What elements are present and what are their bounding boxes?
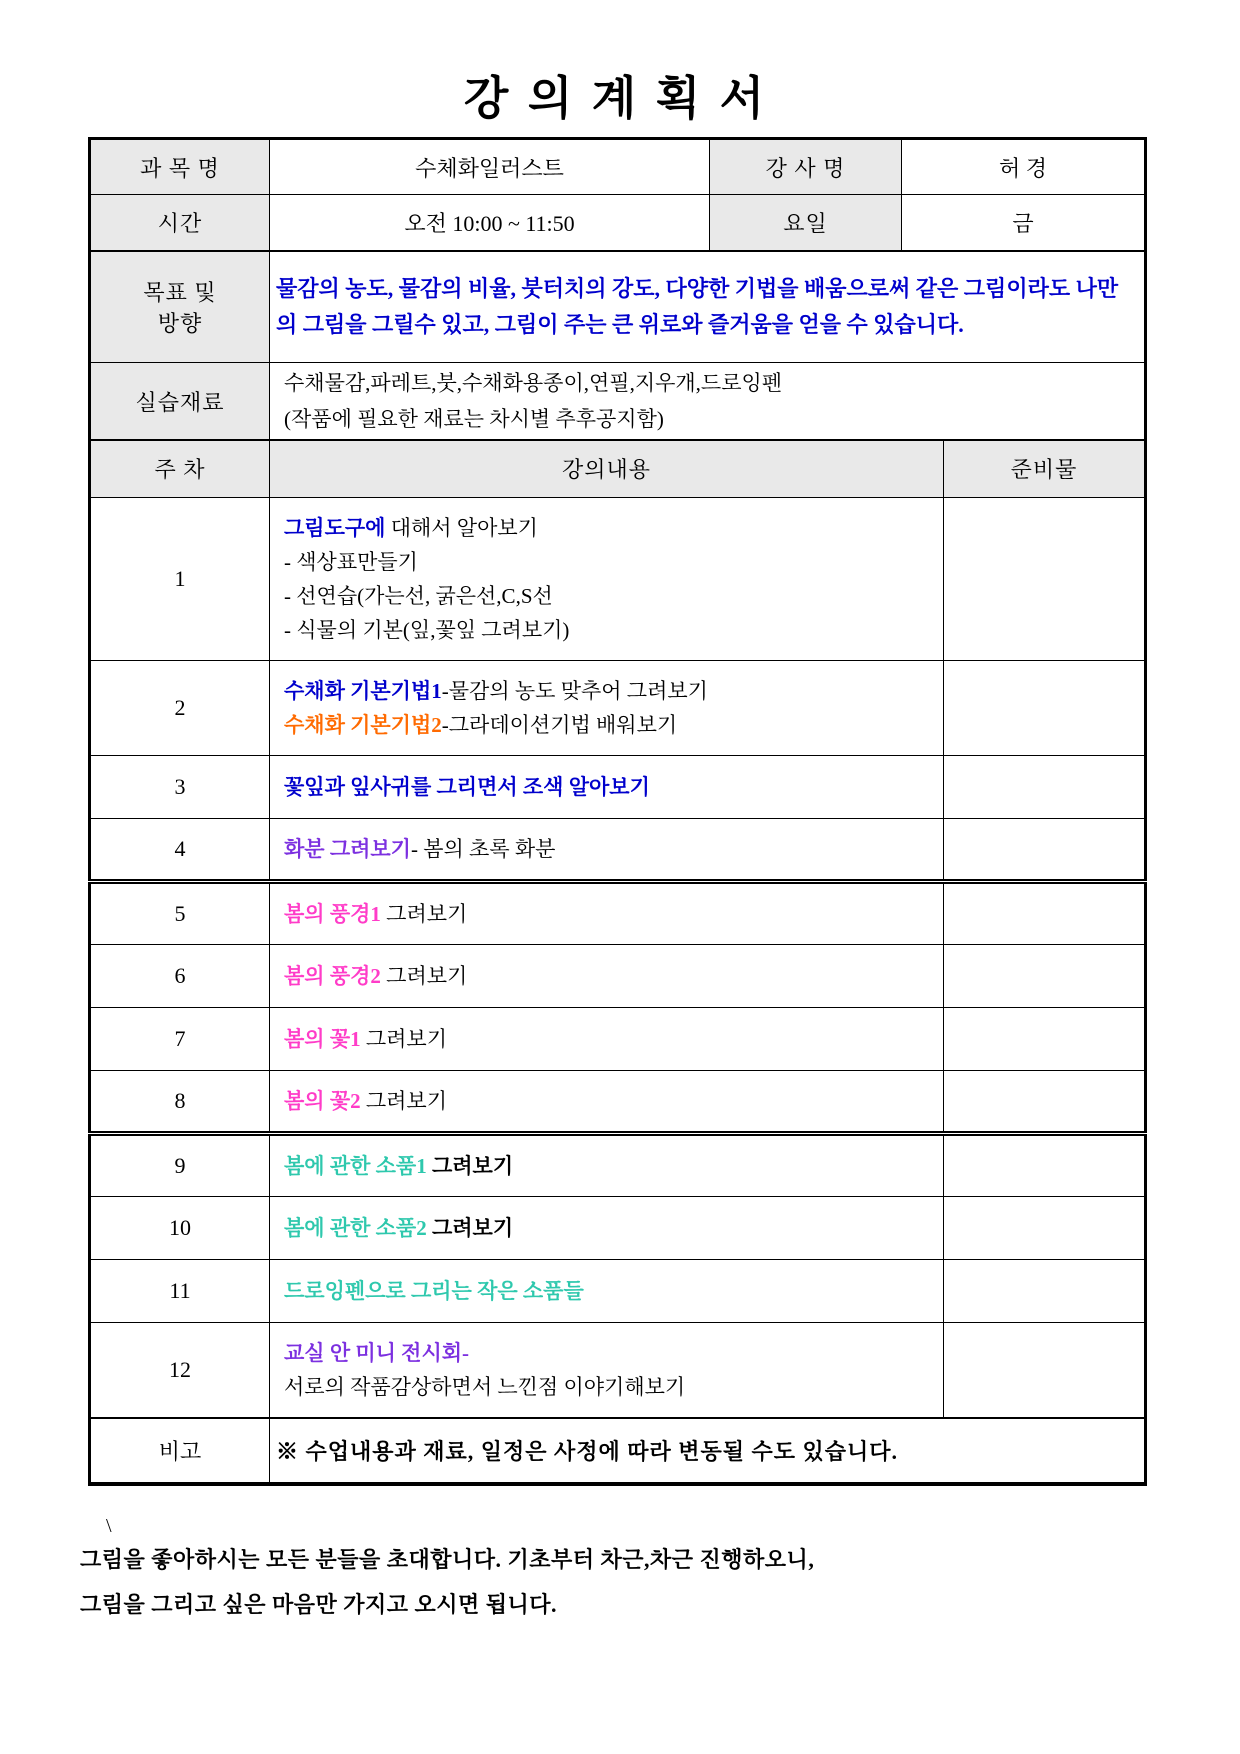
schedule-row-week-12	[90, 1322, 1146, 1418]
day-value: 금	[902, 195, 1146, 251]
content-segment: 봄의 풍경2	[284, 963, 381, 988]
content-segment: 그려보기	[380, 963, 468, 988]
content-segment: 화분 그려보기	[284, 836, 411, 861]
content-segment: 그려보기	[380, 901, 468, 926]
note-text: ※ 수업내용과 재료, 일정은 사정에 따라 변동될 수도 있습니다.	[270, 1418, 1146, 1484]
content-segment: - 색상표만들기	[284, 549, 418, 574]
content-segment: 봄의 풍경1	[284, 901, 381, 926]
schedule-row-week-8	[90, 1070, 1146, 1133]
content-segment: 봄의 꽃1	[284, 1026, 361, 1051]
subject-row	[90, 139, 1146, 195]
content-segment: 봄에 관한 소품2	[284, 1215, 427, 1240]
lecture-content	[270, 1322, 944, 1418]
content-segment: 그려보기	[426, 1215, 514, 1240]
content-line	[284, 1274, 937, 1308]
content-line	[284, 959, 937, 993]
content-line	[284, 674, 937, 708]
page-title: 강 의 계 획 서	[463, 73, 769, 124]
footer-line-2: 그림을 그리고 싶은 마음만 가지고 오시면 됩니다.	[80, 1592, 558, 1617]
materials-line-2: (작품에 필요한 재료는 차시별 추후공지함)	[284, 407, 664, 431]
schedule-row-week-4	[90, 818, 1146, 881]
supplies-cell	[944, 1259, 1146, 1322]
instructor-value: 허 경	[902, 139, 1146, 195]
content-segment: - 식물의 기본(잎,꽃잎 그려보기)	[284, 617, 570, 642]
supplies-cell	[944, 818, 1146, 881]
content-segment: - 봄의 초록 화분	[410, 836, 556, 861]
materials-line-1: 수채물감,파레트,붓,수채화용종이,연필,지우개,드로잉펜	[284, 371, 783, 395]
content-line	[284, 897, 937, 931]
content-line	[284, 579, 937, 613]
week-number: 9	[90, 1133, 270, 1196]
supplies-cell	[944, 944, 1146, 1007]
info-section	[90, 139, 1146, 498]
supplies-cell	[944, 1070, 1146, 1133]
content-line	[284, 1022, 937, 1056]
materials-text	[270, 363, 1146, 441]
lecture-content	[270, 1196, 944, 1259]
week-number: 6	[90, 944, 270, 1007]
content-line	[284, 1336, 937, 1370]
week-number: 8	[90, 1070, 270, 1133]
supplies-cell	[944, 1007, 1146, 1070]
lecture-plan-table	[88, 137, 1147, 1486]
content-line	[284, 708, 937, 742]
subject-label: 과 목 명	[90, 139, 270, 195]
goal-text: 물감의 농도, 물감의 비율, 붓터치의 강도, 다양한 기법을 배움으로써 같은 그림이라도 나만의 그림을 그릴수 있고, 그림이 주는 큰 위로와 즐거움을 얻을 수 있습니다.	[270, 251, 1146, 363]
content-segment: 대해서 알아보기	[385, 515, 538, 540]
instructor-label: 강 사 명	[710, 139, 902, 195]
content-segment: 꽃잎과 잎사귀를 그리면서 조색 알아보기	[284, 774, 650, 799]
goal-label: 목표 및 방향	[90, 251, 270, 363]
content-line	[284, 511, 937, 545]
lecture-content	[270, 944, 944, 1007]
week-number: 4	[90, 818, 270, 881]
lecture-content	[270, 1007, 944, 1070]
content-segment: -물감의 농도 맞추어 그려보기	[441, 678, 708, 703]
lecture-content	[270, 1133, 944, 1196]
content-segment: 그려보기	[426, 1153, 514, 1178]
materials-label: 실습재료	[90, 363, 270, 441]
materials-row	[90, 363, 1146, 441]
schedule-row-week-10	[90, 1196, 1146, 1259]
supplies-cell	[944, 1133, 1146, 1196]
note-section	[90, 1418, 1146, 1484]
schedule-row-week-3	[90, 755, 1146, 818]
week-number: 10	[90, 1196, 270, 1259]
lecture-content	[270, 818, 944, 881]
content-line	[284, 613, 937, 647]
content-column-header: 강의내용	[270, 440, 944, 497]
week-number: 2	[90, 660, 270, 755]
schedule-header-row	[90, 440, 1146, 497]
lecture-content	[270, 1070, 944, 1133]
lecture-content	[270, 755, 944, 818]
week-number: 5	[90, 881, 270, 944]
content-segment: 그려보기	[360, 1088, 448, 1113]
supplies-cell	[944, 660, 1146, 755]
schedule-row-week-9	[90, 1133, 1146, 1196]
content-segment: 드로잉펜으로 그리는 작은 소품들	[284, 1278, 584, 1303]
content-line	[284, 545, 937, 579]
schedule-row-week-6	[90, 944, 1146, 1007]
day-label: 요일	[710, 195, 902, 251]
content-line	[284, 1370, 937, 1404]
content-segment: 봄에 관한 소품1	[284, 1153, 427, 1178]
week-number: 11	[90, 1259, 270, 1322]
note-label: 비고	[90, 1418, 270, 1484]
content-segment: 교실 안 미니 전시회-	[284, 1340, 470, 1365]
goal-row	[90, 251, 1146, 363]
content-segment: 그림도구에	[284, 515, 386, 540]
week-number: 12	[90, 1322, 270, 1418]
supplies-column-header: 준비물	[944, 440, 1146, 497]
week-number: 3	[90, 755, 270, 818]
footer-mark: \	[106, 1515, 112, 1537]
time-value: 오전 10:00 ~ 11:50	[270, 195, 710, 251]
time-label: 시간	[90, 195, 270, 251]
content-segment: 수채화 기본기법2	[284, 712, 442, 737]
content-line	[284, 1149, 937, 1183]
content-line	[284, 770, 937, 804]
week-number: 7	[90, 1007, 270, 1070]
content-segment: 서로의 작품감상하면서 느낀점 이야기해보기	[284, 1374, 686, 1399]
supplies-cell	[944, 1196, 1146, 1259]
content-line	[284, 832, 937, 866]
content-line	[284, 1211, 937, 1245]
schedule-row-week-2	[90, 660, 1146, 755]
lecture-content	[270, 497, 944, 660]
supplies-cell	[944, 497, 1146, 660]
supplies-cell	[944, 881, 1146, 944]
schedule-row-week-5	[90, 881, 1146, 944]
schedule-row-week-7	[90, 1007, 1146, 1070]
schedule-row-week-1	[90, 497, 1146, 660]
footer	[80, 1515, 1160, 1627]
content-segment: 수채화 기본기법1	[284, 678, 442, 703]
subject-value: 수체화일러스트	[270, 139, 710, 195]
lecture-content	[270, 1259, 944, 1322]
week-column-header: 주 차	[90, 440, 270, 497]
content-segment: -그라데이션기법 배워보기	[441, 712, 678, 737]
lecture-content	[270, 660, 944, 755]
lecture-content	[270, 881, 944, 944]
content-segment: 봄의 꽃2	[284, 1088, 361, 1113]
footer-line-1: 그림을 좋아하시는 모든 분들을 초대합니다. 기초부터 차근,차근 진행하오니,	[80, 1547, 815, 1572]
note-row	[90, 1418, 1146, 1484]
schedule-body	[90, 497, 1146, 1418]
schedule-row-week-11	[90, 1259, 1146, 1322]
supplies-cell	[944, 755, 1146, 818]
content-segment: 그려보기	[360, 1026, 448, 1051]
content-segment: - 선연습(가는선, 굵은선,C,S선	[284, 583, 553, 608]
content-line	[284, 1084, 937, 1118]
supplies-cell	[944, 1322, 1146, 1418]
time-row	[90, 195, 1146, 251]
week-number: 1	[90, 497, 270, 660]
